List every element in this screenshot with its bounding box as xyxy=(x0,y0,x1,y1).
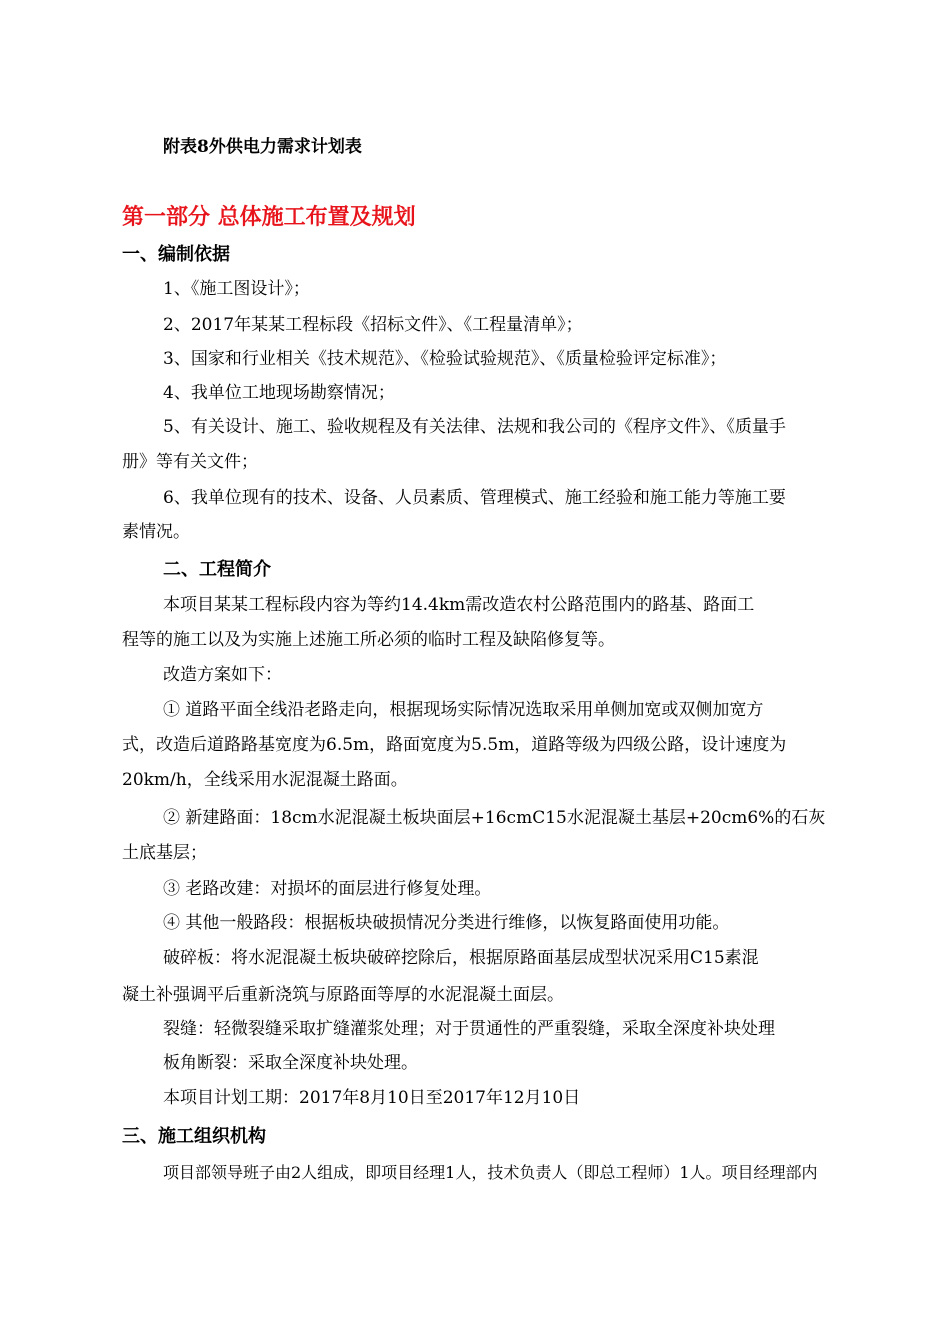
basis-item-4: 4、我单位工地现场勘察情况； xyxy=(163,383,395,403)
overview-line: 本项目计划工期：2017年8月10日至2017年12月10日 xyxy=(163,1088,581,1108)
overview-line: 裂缝：轻微裂缝采取扩缝灌浆处理；对于贯通性的严重裂缝，采取全深度补块处理 xyxy=(163,1019,775,1039)
overview-line: 本项目某某工程标段内容为等约14.4km需改造农村公路范围内的路基、路面工 xyxy=(163,595,755,615)
overview-line: 板角断裂：采取全深度补块处理。 xyxy=(163,1053,418,1073)
overview-line: 程等的施工以及为实施上述施工所必须的临时工程及缺陷修复等。 xyxy=(122,630,615,650)
basis-item-5-cont: 册》等有关文件； xyxy=(122,452,258,472)
basis-item-3: 3、国家和行业相关《技术规范》、《检验试验规范》、《质量检验评定标准》； xyxy=(163,349,727,369)
basis-item-5: 5、有关设计、施工、验收规程及有关法律、法规和我公司的《程序文件》、《质量手 xyxy=(163,417,786,437)
overview-line: ③ 老路改建：对损坏的面层进行修复处理。 xyxy=(163,879,492,899)
basis-item-1: 1、《施工图设计》； xyxy=(163,279,310,299)
overview-line: ④ 其他一般路段：根据板块破损情况分类进行维修，以恢复路面使用功能。 xyxy=(163,913,730,933)
overview-line: ② 新建路面：18cm水泥混凝土板块面层+16cmC15水泥混凝土基层+20cm6%的石灰 xyxy=(163,808,826,828)
section-heading-overview: 二、工程简介 xyxy=(163,559,271,580)
overview-line: 式，改造后道路路基宽度为6.5m，路面宽度为5.5m，道路等级为四级公路，设计速度为 xyxy=(122,735,787,755)
overview-line: 土底基层； xyxy=(122,843,207,863)
basis-item-2: 2、2017年某某工程标段《招标文件》、《工程量清单》； xyxy=(163,315,583,335)
section-heading-organization: 三、施工组织机构 xyxy=(122,1126,266,1147)
overview-line: 改造方案如下： xyxy=(163,665,282,685)
part-title: 第一部分 总体施工布置及规划 xyxy=(122,204,416,230)
organization-line: 项目部领导班子由2人组成，即项目经理1人，技术负责人（即总工程师）1人。项目经理部内 xyxy=(163,1163,818,1182)
overview-line: ① 道路平面全线沿老路走向，根据现场实际情况选取采用单侧加宽或双侧加宽方 xyxy=(163,700,764,720)
overview-line: 凝土补强调平后重新浇筑与原路面等厚的水泥混凝土面层。 xyxy=(122,985,564,1005)
section-heading-basis: 一、编制依据 xyxy=(122,244,230,265)
appendix-title: 附表8外供电力需求计划表 xyxy=(163,137,362,157)
basis-item-6: 6、我单位现有的技术、设备、人员素质、管理模式、施工经验和施工能力等施工要 xyxy=(163,488,786,508)
overview-line: 20km/h，全线采用水泥混凝土路面。 xyxy=(122,770,408,790)
overview-line: 破碎板：将水泥混凝土板块破碎挖除后，根据原路面基层成型状况采用C15素混 xyxy=(163,948,759,968)
basis-item-6-cont: 素情况。 xyxy=(122,522,190,542)
